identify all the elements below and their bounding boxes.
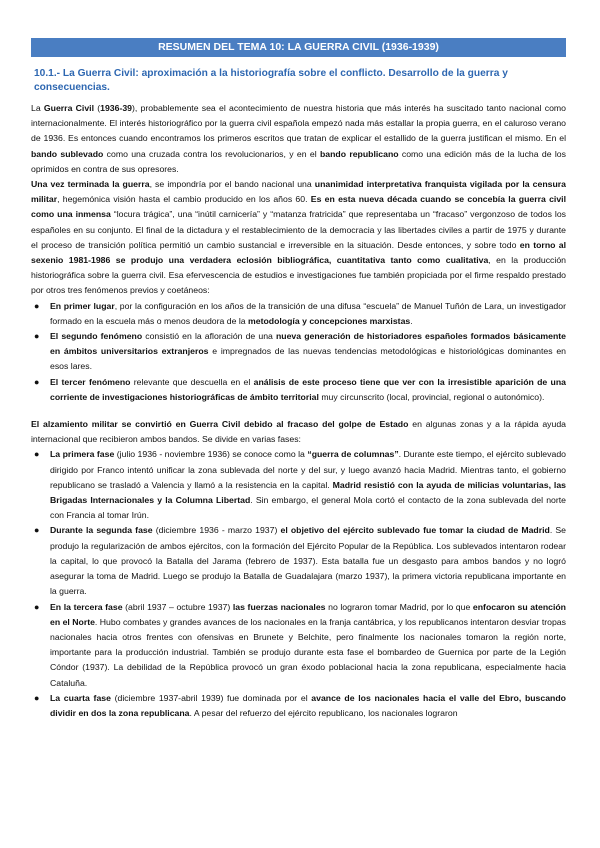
bullet-icon: ●: [34, 376, 40, 387]
list-item: ● El segundo fenómeno consistió en la afloración de una nueva generación de historiadores españoles formados básicamente en ámbitos universitarios extranjeros e impregnados de las nuevas tendencias metodológicas e historiológicas dominantes en esos lares.: [34, 331, 566, 372]
list-item: ● En primer lugar, por la configuración en los años de la transición de una difusa “escuela” de Manuel Tuñón de Lara, un investigador formado en la escuela más o menos deudora de la metodología y concepciones marxistas.: [34, 300, 566, 326]
bullet-icon: ●: [34, 692, 40, 703]
historiography-paragraph: Una vez terminada la guerra, se impondría por el bando nacional una unanimidad interpretativa franquista vigilada por la censura militar, hegemónica visión hasta el cambio producido en los años 60. Es en esta nueva década cuando se concebía la guerra civil como una inmensa “locura trágica”, una “inútil carnicería” y “matanza fratricida” que representaba un “fracaso” vergonzoso de todos los españoles en su conjunto. El final de la dictadura y el restablecimiento de la democracia y las libertades civiles a partir de 1975 y durante el proceso de transición política permitió un cambio sustancial e irreversible en la situación. Desde entonces, y sobre todo en torno al sexenio 1981-1986 se produjo una verdadera eclosión bibliográfica, cuantitativa tanto como cualitativa, en la producción historiográfica sobre la guerra civil. Esa efervescencia de estudios e investigaciones fue también propiciada por el firme respaldo prestado por otros tres fenómenos previos y coetáneos:: [31, 179, 567, 296]
list-item: ● La cuarta fase (diciembre 1937-abril 1939) fue dominada por el avance de los nacionales hacia el valle del Ebro, buscando dividir en dos la zona republicana. A pesar del refuerzo del ejército republicano, los nacionales lograron: [34, 692, 566, 718]
bullet-icon: ●: [34, 601, 40, 612]
page-title: RESUMEN DEL TEMA 10: LA GUERRA CIVIL (1936-1939): [31, 38, 566, 57]
section-subtitle: 10.1.- La Guerra Civil: aproximación a la historiografía sobre el conflicto. Desarrollo de la guerra y consecuencias.: [34, 68, 508, 93]
paragraph-gap: [31, 405, 566, 417]
bullet-icon: ●: [34, 331, 40, 342]
list-item: ● La primera fase (julio 1936 - noviembre 1936) se conoce como la “guerra de columnas”. Durante este tiempo, el ejército sublevado dirigido por Franco intentó unificar la zona sublevada del norte y del sur, y luego avanzó hacia Madrid. Mientras tanto, el gobierno republicano se trasladó a Valencia y llamó a la resistencia en la capital. Madrid resistió con la ayuda de milicias voluntarias, las Brigadas Internacionales y la Columna Libertad. Sin embargo, el general Mola cortó el contacto de la zona sublevada del norte con Francia al tomar Irún.: [34, 449, 566, 521]
phenomena-list: [31, 299, 566, 405]
list-item: ● En la tercera fase (abril 1937 – octubre 1937) las fuerzas nacionales no lograron tomar Madrid, por lo que enfocaron su atención en el Norte. Hubo combates y grandes avances de los nacionales en la franja cantábrica, y los republicanos intentaron desviar tropas nacionales hacia otros frentes con ofensivas en Brunete y Belchite, pero finalmente los nacionales tomaron la región norte, importante para la producción industrial. También se produjo durante esta fase el bombardeo de Guernica por parte de la Legión Cóndor (1937). La debilidad de la República provocó un gran éxodo poblacional hacia la zona republicana, especialmente hacia Cataluña.: [34, 601, 566, 688]
uprising-paragraph: El alzamiento militar se convirtió en Guerra Civil debido al fracaso del golpe de Estado en algunas zonas y a la rápida ayuda internacional que recibieron ambos bandos. Se divide en varias fases:: [31, 419, 567, 445]
phases-list: [31, 447, 566, 721]
bullet-icon: ●: [34, 525, 40, 536]
bullet-icon: ●: [34, 449, 40, 460]
intro-paragraph: La Guerra Civil (1936-39), probablemente sea el acontecimiento de nuestra historia que más interés ha suscitado tanto nacional como internacionalmente. El interés historiográfico por la guerra civil española empezó nada más estallar la propia guerra, en el caluroso verano de 1936. Es entonces cuando encontramos los primeros escritos que tratan de explicar el estallido de la guerra justifican el mismo. En el bando sublevado como una cruzada contra los revolucionarios, y en el bando republicano como una edición más de la lucha de los oprimidos en contra de sus opresores.: [31, 103, 567, 174]
bullet-icon: ●: [34, 300, 40, 311]
list-item: ● Durante la segunda fase (diciembre 1936 - marzo 1937) el objetivo del ejército sublevado fue tomar la ciudad de Madrid. Se produjo la regularización de ambos ejércitos, con la formación del Ejército Popular de la República. Los sublevados intentaron rodear la capital, lo que provocó la Batalla del Jarama (febrero de 1937). Esta batalla fue un desgasto para ambos bandos y no logró asegurar la toma de Madrid. Luego se produjo la Batalla de Guadalajara (marzo 1937), la primera victoria republicana importante en la guerra.: [34, 525, 566, 597]
list-item: ● El tercer fenómeno relevante que descuella en el análisis de este proceso tiene que ver con la irresistible aparición de una corriente de investigaciones historiográficas de ámbito territorial muy circunscrito (local, provincial, regional o autonómico).: [34, 376, 566, 402]
